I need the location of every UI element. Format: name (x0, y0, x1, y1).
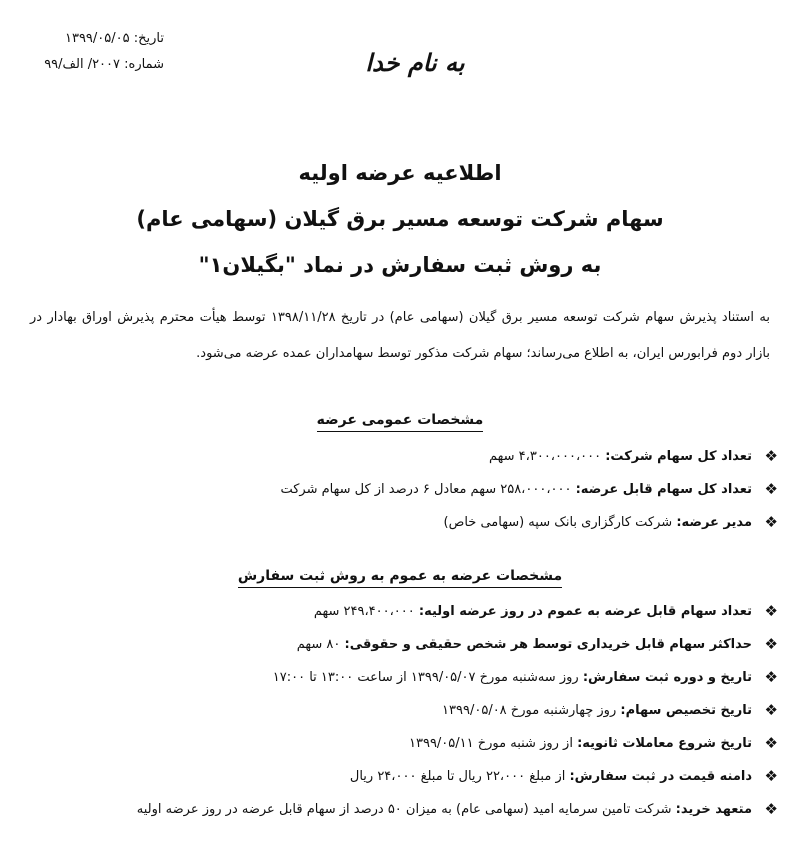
list-item (18, 473, 778, 506)
general-specs-list (18, 440, 778, 539)
date-value: ۱۳۹۹/۰۵/۰۵ (64, 31, 130, 46)
bullet-icon: ❖ (764, 513, 778, 531)
item-value: از مبلغ ۲۲،۰۰۰ ریال تا مبلغ ۲۴،۰۰۰ ریال (349, 769, 566, 784)
list-item (18, 661, 778, 694)
section-heading-general (0, 412, 800, 428)
letter-meta (14, 26, 164, 78)
date-row (14, 26, 164, 52)
item-value: ۴،۳۰۰،۰۰۰،۰۰۰ سهم (489, 449, 602, 464)
item-label: مدیر عرضه: (676, 515, 752, 530)
title-line-2: سهام شرکت توسعه مسیر برق گیلان (سهامی عام) (136, 207, 664, 231)
item-value: ۲۴۹،۴۰۰،۰۰۰ سهم (313, 604, 415, 619)
number-label: شماره: (124, 57, 164, 72)
item-label: دامنه قیمت در ثبت سفارش: (569, 769, 752, 784)
bullet-icon: ❖ (764, 668, 778, 686)
item-label: تاریخ تخصیص سهام: (620, 703, 752, 718)
bullet-icon: ❖ (764, 635, 778, 653)
order-specs-list (18, 595, 778, 826)
list-item (18, 440, 778, 473)
item-value: ۲۵۸،۰۰۰،۰۰۰ سهم معادل ۶ درصد از کل سهام شرکت (280, 482, 572, 497)
number-row (14, 52, 164, 78)
item-label: تعداد سهام قابل عرضه به عموم در روز عرضه اولیه: (418, 604, 752, 619)
item-value: ۸۰ سهم (296, 637, 341, 652)
item-label: حداکثر سهام قابل خریداری توسط هر شخص حقیقی و حقوقی: (344, 637, 752, 652)
list-item (18, 595, 778, 628)
item-label: تعداد کل سهام قابل عرضه: (575, 482, 752, 497)
bullet-icon: ❖ (764, 734, 778, 752)
list-item (18, 628, 778, 661)
number-value: ۲۰۰۷/ الف/۹۹ (44, 57, 121, 72)
basmala: به نام خدا (365, 48, 465, 77)
section-heading-general-text: مشخصات عمومی عرضه (317, 412, 484, 432)
item-label: تاریخ و دوره ثبت سفارش: (582, 670, 752, 685)
bullet-icon: ❖ (764, 447, 778, 465)
list-item (18, 506, 778, 539)
bullet-icon: ❖ (764, 602, 778, 620)
title-line-1: اطلاعیه عرضه اولیه (298, 161, 502, 185)
item-value: از روز شنبه مورخ ۱۳۹۹/۰۵/۱۱ (409, 736, 573, 751)
date-label: تاریخ: (133, 31, 164, 46)
section-heading-order (0, 568, 800, 584)
item-label: تعداد کل سهام شرکت: (605, 449, 752, 464)
item-value: شرکت تامین سرمایه امید (سهامی عام) به میزان ۵۰ درصد از سهام قابل عرضه در روز عرضه اولیه (136, 802, 672, 817)
list-item (18, 727, 778, 760)
title-line-3: به روش ثبت سفارش در نماد "بگیلان۱" (198, 253, 602, 277)
item-label: متعهد خرید: (675, 802, 752, 817)
section-heading-order-text: مشخصات عرضه به عموم به روش ثبت سفارش (238, 568, 562, 588)
list-item (18, 694, 778, 727)
item-label: تاریخ شروع معاملات ثانویه: (577, 736, 752, 751)
bullet-icon: ❖ (764, 701, 778, 719)
list-item (18, 760, 778, 793)
bullet-icon: ❖ (764, 767, 778, 785)
title-block (0, 150, 800, 288)
item-value: شرکت کارگزاری بانک سپه (سهامی خاص) (443, 515, 673, 530)
bullet-icon: ❖ (764, 800, 778, 818)
intro-paragraph: به استناد پذیرش سهام شرکت توسعه مسیر برق گیلان (سهامی عام) در تاریخ ۱۳۹۸/۱۱/۲۸ توسط هیأت محترم پذیرش اوراق بهادار در بازار دوم فرابورس ایران، به اطلاع می‌رساند؛ سهام شرکت مذکور توسط سهامداران عمده عرضه می‌شود. (30, 310, 770, 361)
bullet-icon: ❖ (764, 480, 778, 498)
item-value: روز چهارشنبه مورخ ۱۳۹۹/۰۵/۰۸ (442, 703, 617, 718)
item-value: روز سه‌شنبه مورخ ۱۳۹۹/۰۵/۰۷ از ساعت ۱۳:۰۰ تا ۱۷:۰۰ (272, 670, 579, 685)
list-item (18, 793, 778, 826)
